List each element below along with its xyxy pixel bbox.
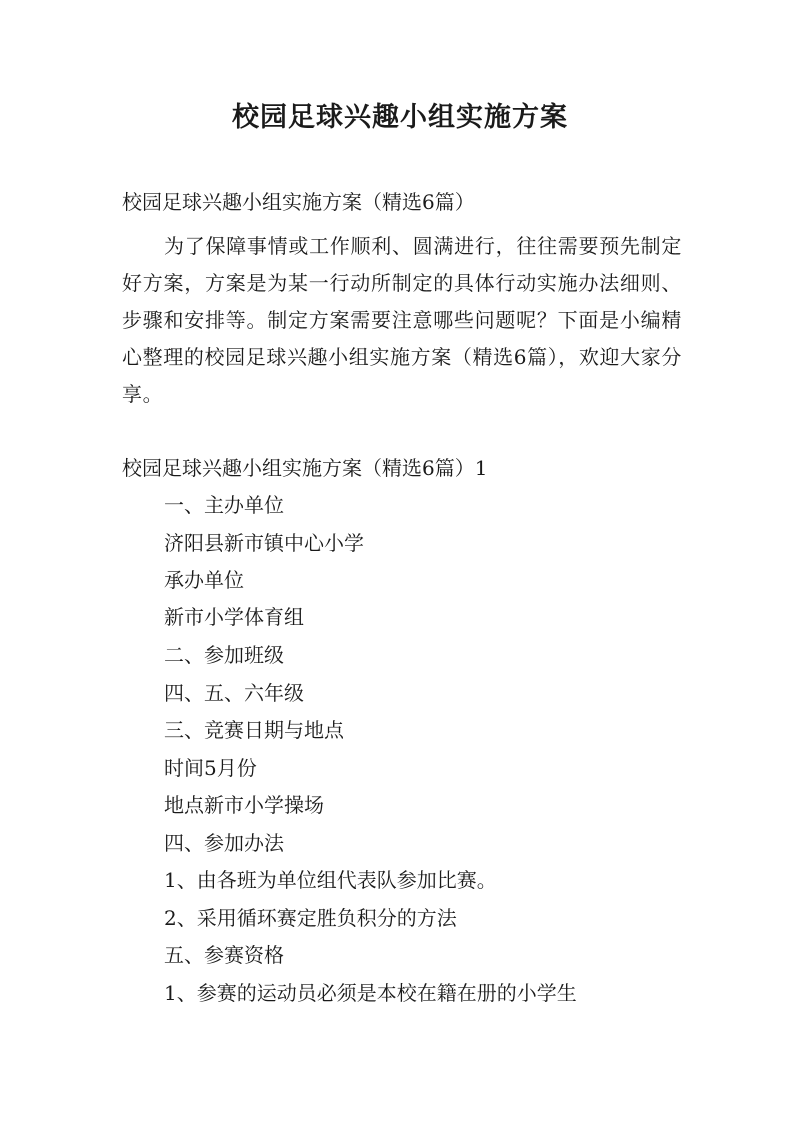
list-item: 一、主办单位 xyxy=(164,493,284,517)
list-item: 承办单位 xyxy=(164,568,244,592)
list-item: 四、参加办法 xyxy=(164,831,284,855)
list-item: 2、采用循环赛定胜负积分的方法 xyxy=(164,906,457,930)
list-item: 1、由各班为单位组代表队参加比赛。 xyxy=(164,868,497,892)
list-item: 二、参加班级 xyxy=(164,643,284,667)
list-item: 1、参赛的运动员必须是本校在籍在册的小学生 xyxy=(164,981,577,1005)
document-title: 校园足球兴趣小组实施方案 xyxy=(232,102,568,133)
list-item: 时间5月份 xyxy=(164,756,257,780)
document-subtitle: 校园足球兴趣小组实施方案（精选6篇） xyxy=(122,190,475,214)
list-item: 三、竞赛日期与地点 xyxy=(164,718,344,742)
list-item: 四、五、六年级 xyxy=(164,681,304,705)
list-item: 新市小学体育组 xyxy=(164,605,304,629)
list-item: 五、参赛资格 xyxy=(164,943,284,967)
list-item: 济阳县新市镇中心小学 xyxy=(164,531,364,555)
section-heading: 校园足球兴趣小组实施方案（精选6篇）1 xyxy=(122,456,488,480)
list-item: 地点新市小学操场 xyxy=(164,793,324,817)
intro-paragraph: 为了保障事情或工作顺利、圆满进行，往往需要预先制定好方案，方案是为某一行动所制定的具体行动实施办法细则、步骤和安排等。制定方案需要注意哪些问题呢？下面是小编精心整理的校园足球兴趣小组实施方案（精选6篇），欢迎大家分享。 xyxy=(122,234,682,406)
